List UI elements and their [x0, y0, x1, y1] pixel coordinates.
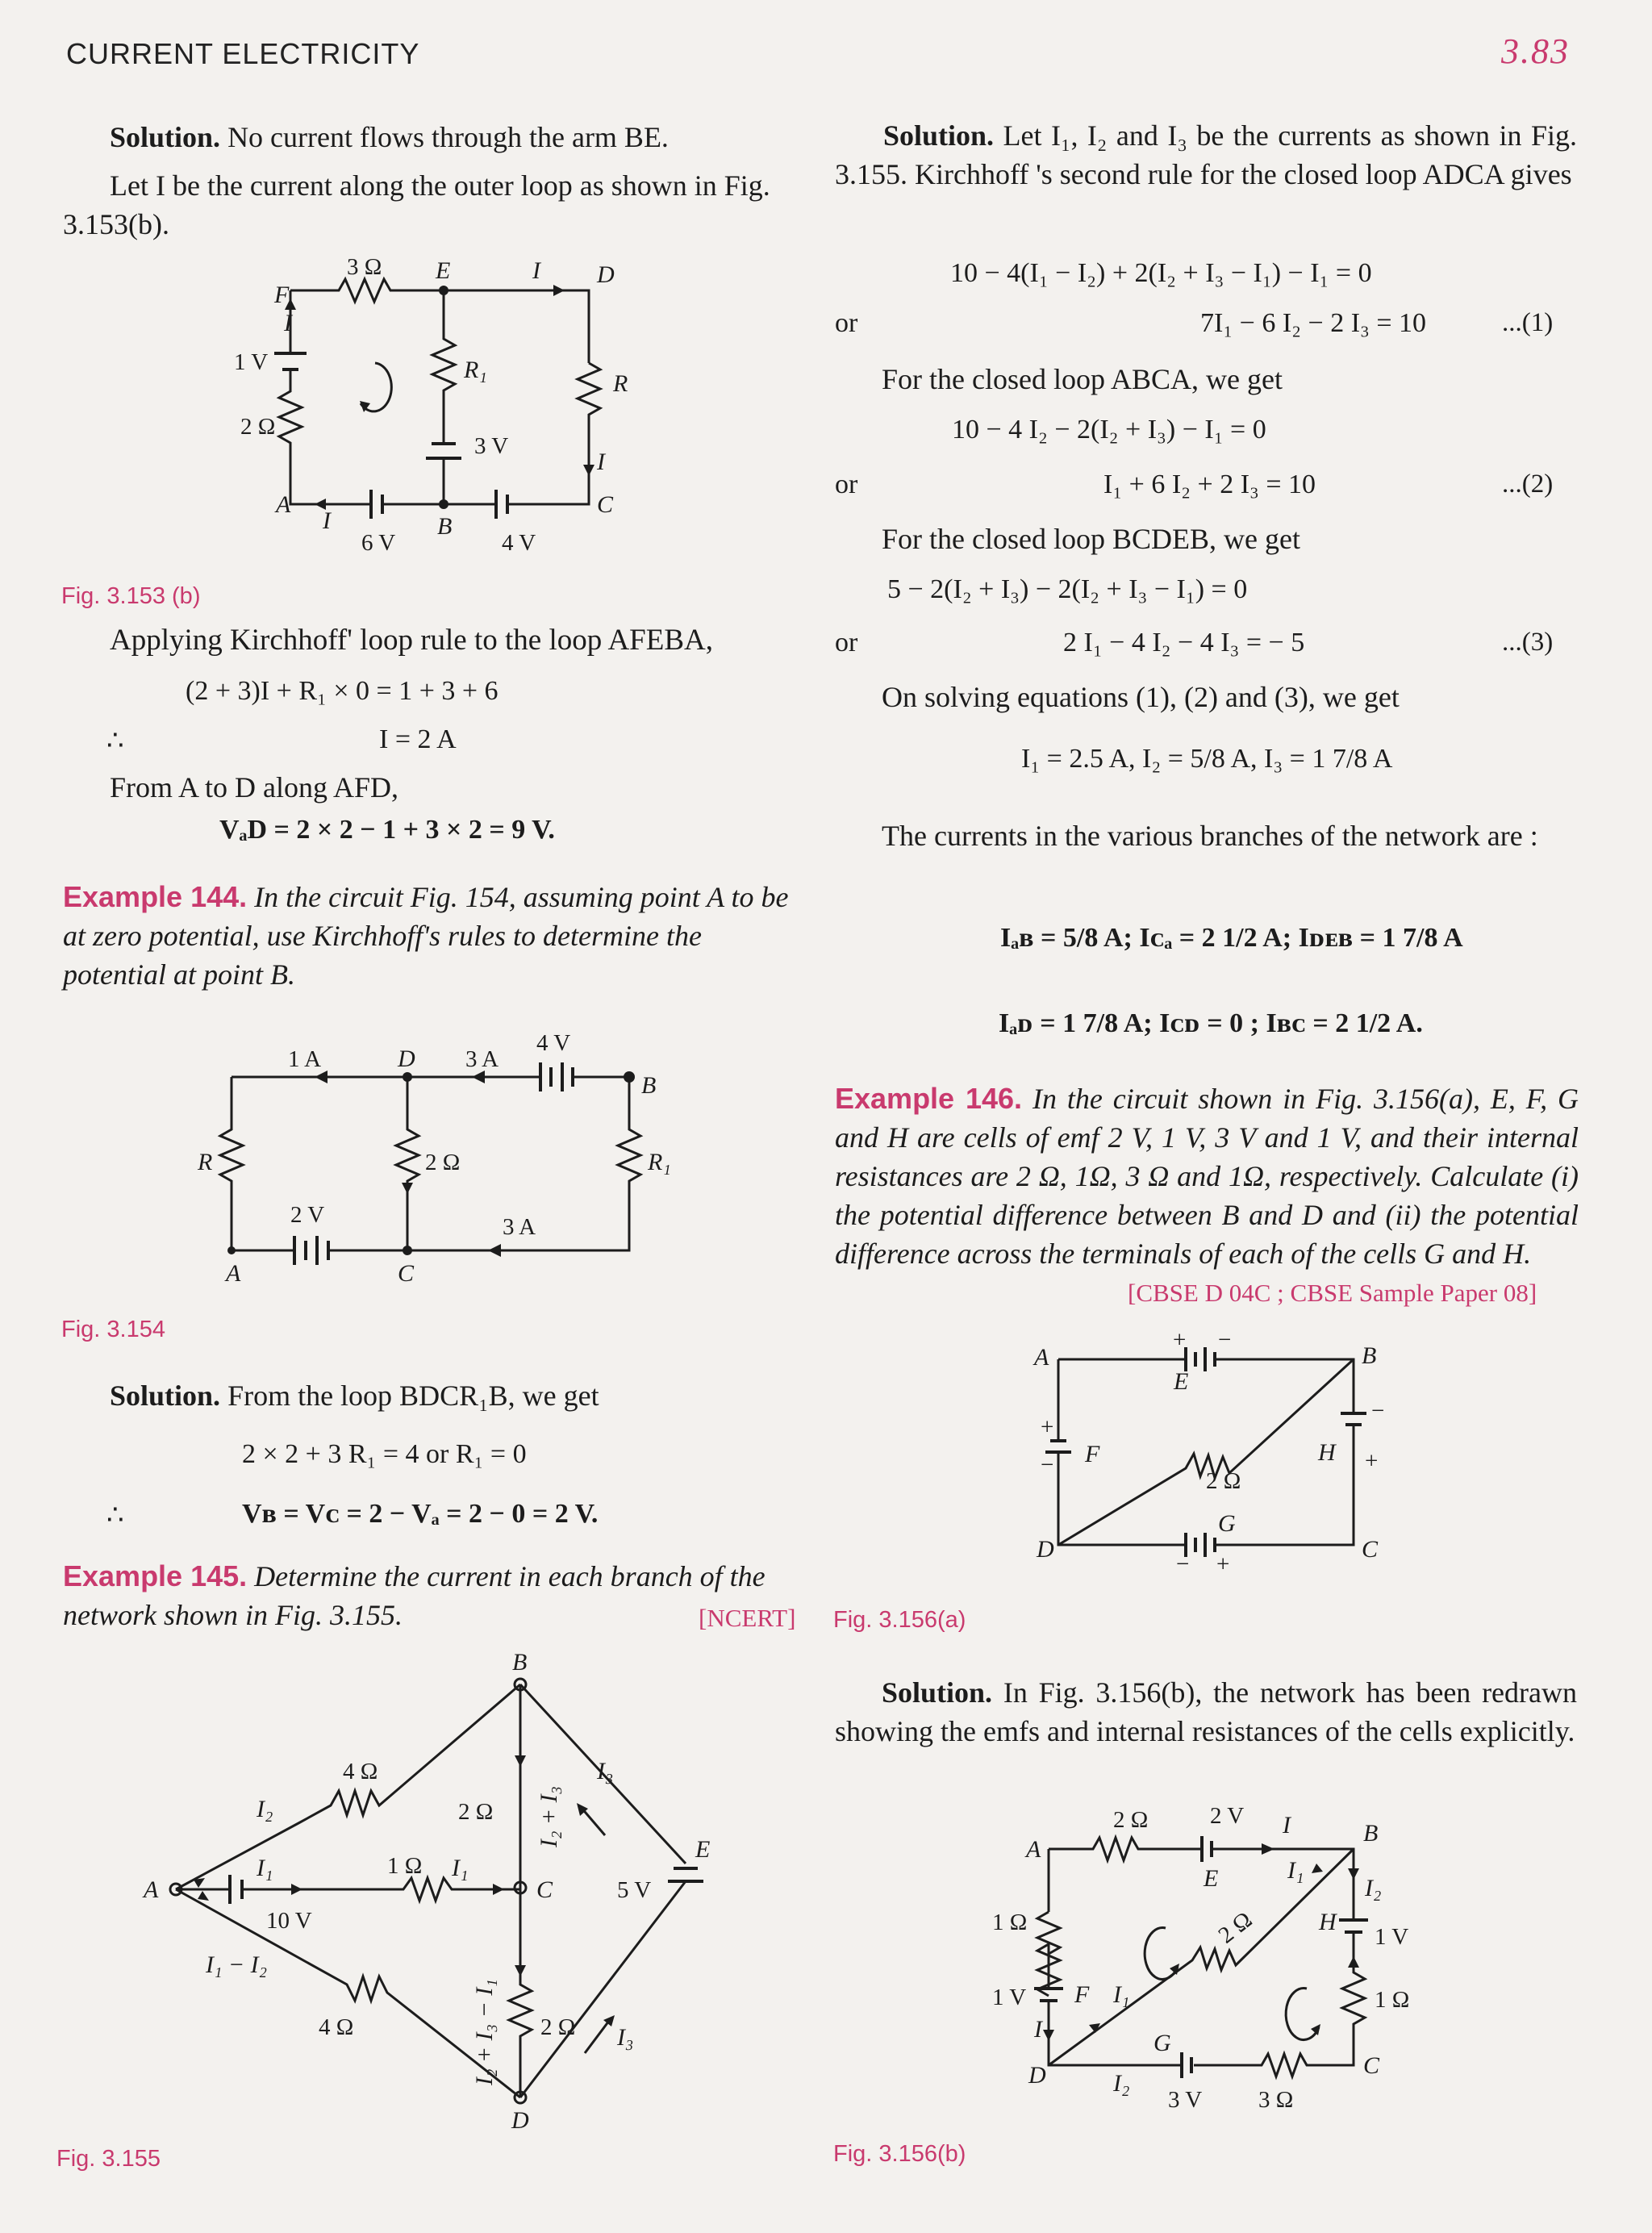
emf-label: 5 V: [617, 1877, 652, 1903]
body-text: The currents in the various branches of the network are :: [882, 820, 1538, 852]
example-label: Example 146.: [835, 1082, 1023, 1115]
cell-label: F: [1085, 1441, 1100, 1467]
resistor-label: 2 Ω: [1213, 1906, 1258, 1949]
current-results: Iₐᴅ = 1 7/8 A; Iᴄᴅ = 0 ; Iʙᴄ = 2 1/2 A.: [999, 1008, 1423, 1038]
node-label: D: [398, 1046, 415, 1072]
polarity-sign: −: [1218, 1327, 1232, 1353]
cell-label: G: [1153, 2030, 1171, 2056]
current-label: I: [1283, 1812, 1291, 1839]
solution-146: [835, 1673, 1577, 1751]
solution-values: I₁ = 2.5 A, I₂ = 5/8 A, I₃ = 1 7/8 A: [1021, 744, 1393, 774]
node-label: B: [1363, 1820, 1379, 1847]
current-label: I: [1034, 2016, 1042, 2043]
node-label: E: [695, 1836, 711, 1863]
emf-label: 2 V: [1210, 1803, 1245, 1829]
current-label: I₃: [617, 2024, 634, 2051]
equation: 5 − 2(I₂ + I₃) − 2(I₂ + I₃ − I₁) = 0: [887, 574, 1248, 604]
solution-label: Solution.: [883, 119, 995, 152]
example-146: [835, 1079, 1579, 1273]
polarity-sign: −: [1041, 1452, 1054, 1478]
current-label: I₂ + I₃ − I₁: [471, 1979, 498, 2085]
cell-label: H: [1319, 1909, 1337, 1935]
resistor-label: R: [613, 370, 628, 397]
resistor-label: 4 Ω: [319, 2014, 354, 2040]
figure-caption: Fig. 3.156(a): [833, 1607, 966, 1633]
resistor-label: 2 Ω: [425, 1150, 461, 1175]
equation: 2 I₁ − 4 I₂ − 4 I₃ = − 5: [1063, 628, 1305, 657]
example-144: [63, 878, 807, 994]
node-label: D: [511, 2107, 529, 2134]
circuit-155: [137, 1646, 750, 2146]
reference-tag: [CBSE D 04C ; CBSE Sample Paper 08]: [1128, 1279, 1537, 1307]
equation: Vʙ = Vᴄ = 2 − Vₐ = 2 − 0 = 2 V.: [242, 1499, 599, 1529]
therefore-symbol: ∴: [106, 1500, 124, 1530]
kirchhoff-application: [63, 621, 805, 660]
node-label: C: [1363, 2052, 1380, 2079]
resistor-label: 1 Ω: [387, 1853, 423, 1879]
emf-label: 1 V: [1375, 1924, 1409, 1950]
node-label: B: [437, 513, 453, 540]
solution-label: Solution.: [882, 1676, 993, 1709]
node-label: A: [1026, 1836, 1041, 1863]
resistor-label: 2 Ω: [1206, 1468, 1241, 1494]
solution-text: Let I be the current along the outer loop as shown in Fig. 3.153(b).: [63, 169, 770, 240]
resistor-label: 3 Ω: [1258, 2087, 1294, 2113]
equation: VₐD = 2 × 2 − 1 + 3 × 2 = 9 V.: [219, 815, 555, 845]
current-label: I₂: [1365, 1875, 1382, 1901]
current-label: 1 A: [288, 1046, 322, 1072]
resistor-label: 2 Ω: [1113, 1807, 1149, 1833]
polarity-sign: +: [1041, 1414, 1054, 1440]
example-145: [63, 1557, 807, 1634]
current-label: I₁: [1113, 1981, 1130, 2008]
circuit-156a: [1024, 1323, 1412, 1573]
figure-caption: Fig. 3.155: [56, 2146, 161, 2172]
equation-number: ...(3): [1502, 628, 1554, 657]
equation: 2 × 2 + 3 R₁ = 4 or R₁ = 0: [242, 1439, 527, 1469]
equation: (2 + 3)I + R₁ × 0 = 1 + 3 + 6: [186, 676, 499, 706]
current-label: 3 A: [465, 1046, 499, 1072]
current-label: I₂: [257, 1796, 273, 1822]
current-label: I₁: [1287, 1857, 1304, 1884]
emf-label: 1 V: [234, 349, 269, 375]
current-label: I: [323, 507, 331, 534]
cell-label: E: [1204, 1865, 1219, 1892]
resistor-label: 2 Ω: [458, 1799, 494, 1825]
current-label: I₁: [452, 1855, 469, 1881]
current-label: I: [532, 257, 540, 284]
example-text: In the circuit Fig. 154, assuming point A to be at zero potential, use Kirchhoff's rules to determine the potential at point B.: [63, 881, 789, 991]
example-text: In the circuit shown in Fig. 3.156(a), E, F, G and H are cells of emf 2 V, 1 V, 3 V and 1 V, and their internal resistances are 2 Ω, 1Ω, 3 Ω and 1Ω, respectively. Calculate (i) the potential difference between B and D and (ii) the potential difference across the terminals of each of the cells G and H.: [835, 1083, 1579, 1270]
body-text: On solving equations (1), (2) and (3), we get: [882, 681, 1400, 713]
node-label: D: [597, 261, 615, 288]
solution-text: No current flows through the arm BE.: [227, 121, 669, 153]
node-label: E: [436, 257, 451, 284]
equation: I₁ + 6 I₂ + 2 I₃ = 10: [1103, 470, 1316, 499]
node-label: D: [1028, 2062, 1046, 2089]
resistor-label: R₁: [464, 357, 487, 383]
equation-number: ...(1): [1502, 308, 1554, 337]
cell-label: F: [1074, 1981, 1090, 2008]
resistor-label: 2 Ω: [240, 414, 276, 440]
solution-label: Solution.: [110, 121, 221, 153]
node-label: A: [276, 491, 291, 518]
current-label: I₃: [597, 1758, 614, 1784]
resistor-label: 3 Ω: [347, 254, 382, 280]
current-label: I: [284, 310, 292, 336]
figure-caption: Fig. 3.154: [61, 1317, 165, 1342]
node-label: F: [274, 282, 290, 308]
polarity-sign: −: [1371, 1398, 1385, 1424]
solution-153: [63, 118, 805, 244]
polarity-sign: −: [1176, 1551, 1190, 1573]
emf-label: 3 V: [1168, 2087, 1203, 2113]
current-label: I: [597, 449, 605, 475]
figure-caption: Fig. 3.153 (b): [61, 583, 201, 609]
emf-label: 2 V: [290, 1202, 325, 1228]
figure-caption: Fig. 3.156(b): [833, 2141, 966, 2167]
node-label: D: [1037, 1536, 1054, 1563]
body-text: For the closed loop ABCA, we get: [882, 363, 1283, 395]
resistor-label: R: [198, 1149, 213, 1175]
node-label: C: [1362, 1536, 1379, 1563]
example-label: Example 144.: [63, 880, 248, 913]
emf-label: 4 V: [536, 1030, 571, 1056]
solution-text: In Fig. 3.156(b), the network has been redrawn showing the emfs and internal resistances of the cells explicitly.: [835, 1676, 1577, 1747]
solution-label: Solution.: [110, 1379, 221, 1412]
resistor-label: 1 Ω: [992, 1910, 1028, 1935]
solution-text: Let I₁, I₂ and I₃ be the currents as shown in Fig. 3.155. Kirchhoff 's second rule for the closed loop ADCA gives: [835, 119, 1577, 190]
equation: 10 − 4(I₁ − I₂) + 2(I₂ + I₃ − I₁) − I₁ = 0: [950, 258, 1372, 288]
node-label: A: [1034, 1344, 1049, 1371]
circuit-154: [181, 1016, 682, 1291]
current-label: I₁ − I₂: [206, 1951, 268, 1978]
example-text: Determine the current in each branch of the network shown in Fig. 3.155.: [63, 1560, 766, 1631]
node-label: B: [1362, 1342, 1377, 1369]
current-label: I₁: [257, 1855, 273, 1881]
or-label: or: [835, 308, 858, 338]
chapter-title: CURRENT ELECTRICITY: [66, 37, 420, 70]
or-label: or: [835, 470, 858, 499]
current-label: 3 A: [503, 1214, 536, 1240]
body-text: For the closed loop BCDEB, we get: [882, 523, 1300, 555]
solution-text: From the loop BDCR₁B, we get: [227, 1379, 599, 1412]
body-text: From A to D along AFD,: [110, 771, 399, 803]
current-results: Iₐʙ = 5/8 A; Iᴄₐ = 2 1/2 A; Iᴅᴇʙ = 1 7/8 A: [1000, 923, 1463, 953]
polarity-sign: +: [1216, 1551, 1230, 1573]
example-label: Example 145.: [63, 1559, 248, 1592]
resistor-label: 4 Ω: [343, 1759, 378, 1784]
page-number: 3.83: [1501, 31, 1570, 71]
therefore-symbol: ∴: [106, 726, 124, 756]
solution-145: [835, 116, 1577, 194]
reference-tag: [NCERT]: [699, 1604, 796, 1632]
circuit-156b: [984, 1791, 1420, 2114]
node-label: A: [144, 1876, 159, 1903]
or-label: or: [835, 628, 858, 657]
polarity-sign: +: [1365, 1448, 1379, 1474]
node-label: B: [512, 1649, 528, 1676]
emf-label: 4 V: [502, 530, 536, 556]
emf-label: 3 V: [474, 433, 509, 459]
solution-154: [63, 1376, 805, 1415]
cell-label: E: [1174, 1368, 1189, 1395]
node-label: C: [398, 1260, 415, 1287]
body-text: Applying Kirchhoff' loop rule to the loop AFEBA,: [110, 624, 713, 657]
resistor-label: R₁: [648, 1149, 671, 1175]
resistor-label: 2 Ω: [540, 2014, 576, 2040]
emf-label: 1 V: [992, 1985, 1027, 2010]
circuit-153b: [218, 242, 653, 565]
equation: I = 2 A: [379, 724, 457, 754]
node-label: B: [641, 1072, 657, 1099]
polarity-sign: +: [1173, 1327, 1187, 1353]
cell-label: H: [1318, 1439, 1336, 1466]
node-label: C: [536, 1876, 553, 1903]
current-label: I₂: [1113, 2070, 1130, 2097]
equation-number: ...(2): [1502, 470, 1554, 499]
equation: 10 − 4 I₂ − 2(I₂ + I₃) − I₁ = 0: [952, 415, 1266, 445]
emf-label: 6 V: [361, 530, 396, 556]
currents-intro: [835, 816, 1577, 855]
cell-label: G: [1218, 1510, 1236, 1537]
equation: 7I₁ − 6 I₂ − 2 I₃ = 10: [1200, 308, 1427, 338]
node-label: C: [597, 491, 614, 518]
resistor-label: 1 Ω: [1375, 1987, 1410, 2013]
node-label: A: [226, 1260, 241, 1287]
emf-label: 10 V: [266, 1908, 312, 1934]
current-label: I₂ + I₃: [536, 1785, 562, 1847]
